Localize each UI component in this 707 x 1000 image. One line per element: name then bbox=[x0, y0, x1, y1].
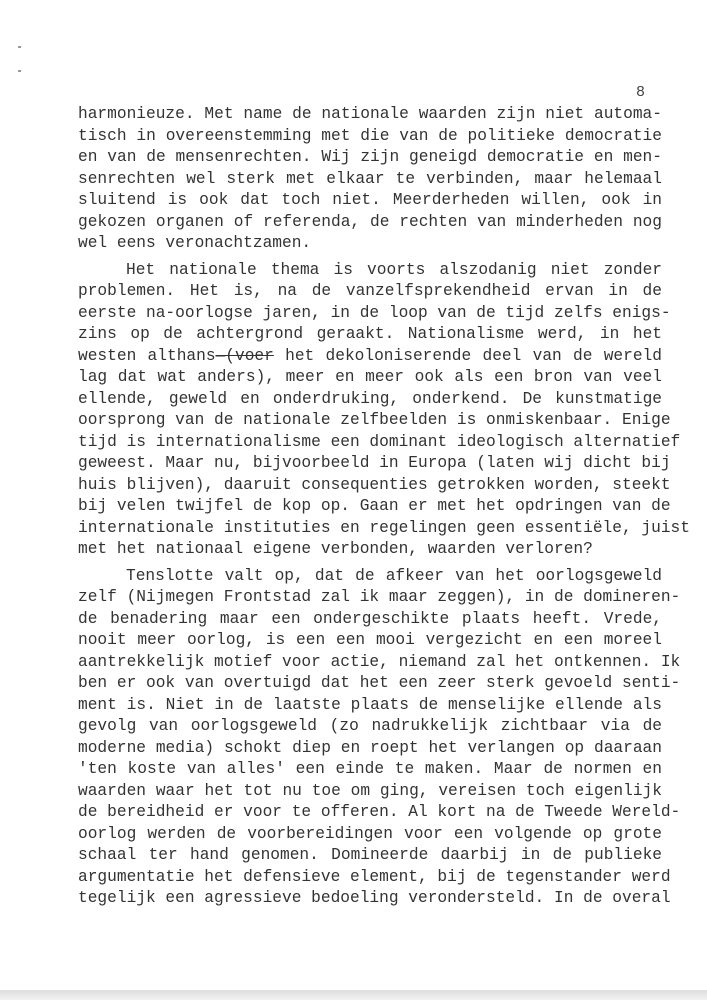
text-line: tijd is internationalisme een dominant ideologisch alternatief bbox=[78, 432, 681, 451]
text-line: senrechten wel sterk met elkaar te verbinden, maar helemaal bbox=[78, 169, 662, 188]
paragraph-first-line: Tenslotte valt op, dat de afkeer van het oorlogsgeweld bbox=[126, 566, 662, 585]
text-line: wel eens veronachtzamen. bbox=[78, 234, 312, 252]
text-line: en van de mensenrechten. Wij zijn geneigd democratie en men- bbox=[78, 148, 662, 166]
text-line: geweest. Maar nu, bijvoorbeeld in Europa (laten wij dicht bij bbox=[78, 454, 671, 472]
text-line: argumentatie het defensieve element, bij de tegenstander werd bbox=[78, 867, 671, 886]
text-line: met het nationaal eigene verbonden, waarden verloren? bbox=[78, 540, 593, 558]
text-line: lag dat wat anders), meer en meer ook als een bron van veel bbox=[78, 368, 662, 386]
text-line: oorsprong van de nationale zelfbeelden is onmiskenbaar. Enige bbox=[78, 411, 671, 429]
text-line: gevolg van oorlogsgeweld (zo nadrukkelijk zichtbaar via de bbox=[78, 717, 662, 735]
text-line: zins op de achtergrond geraakt. Nationalisme werd, in het bbox=[78, 325, 662, 343]
text-line: moderne media) schokt diep en roept het verlangen op daaraan bbox=[78, 738, 662, 757]
text-line: bij velen twijfel de kop op. Gaan er met het opdringen van de bbox=[78, 497, 671, 515]
page-number: 8 bbox=[636, 84, 646, 101]
text-line: ment is. Niet in de laatste plaats de menselijke ellende als bbox=[78, 695, 662, 714]
text-line: schaal ter hand genomen. Domineerde daarbij in de publieke bbox=[78, 846, 662, 864]
page-bottom-edge bbox=[0, 990, 707, 1000]
text-segment: westen althans bbox=[78, 346, 216, 365]
text-line: sluitend is ook dat toch niet. Meerderheden willen, ook in bbox=[78, 191, 662, 209]
text-line: oorlog werden de voorbereidingen voor een volgende op grote bbox=[78, 824, 662, 843]
text-line: tisch in overeenstemming met die van de politieke democratie bbox=[78, 126, 662, 145]
margin-mark bbox=[18, 46, 21, 48]
text-line: waarden waar het tot nu toe om ging, vereisen toch eigenlijk bbox=[78, 781, 662, 800]
text-line: aantrekkelijk motief voor actie, niemand zal het ontkennen. Ik bbox=[78, 652, 681, 671]
margin-mark bbox=[18, 70, 21, 72]
struck-text: —(voer bbox=[215, 346, 274, 365]
paragraph-first-line: Het nationale thema is voorts alszodanig niet zonder bbox=[126, 260, 662, 279]
text-line: tegelijk een agressieve bedoeling verondersteld. In de overal bbox=[78, 889, 671, 907]
text-line: ben er ook van overtuigd dat het een zeer sterk gevoeld senti- bbox=[78, 674, 681, 692]
text-line: de benadering maar een ondergeschikte plaats heeft. Vrede, bbox=[78, 609, 662, 628]
text-line: internationale instituties en regelingen geen essentiële, juist bbox=[78, 518, 690, 537]
text-line: nooit meer oorlog, is een een mooi vergezicht en een moreel bbox=[78, 631, 662, 649]
text-line: ellende, geweld en onderdruking, onderkend. De kunstmatige bbox=[78, 389, 662, 408]
text-line: huis blijven), daaruit consequenties getrokken worden, steekt bbox=[78, 475, 671, 494]
text-line: harmonieuze. Met name de nationale waarden zijn niet automa- bbox=[78, 105, 662, 123]
text-line: gekozen organen of referenda, de rechten van minderheden nog bbox=[78, 212, 662, 231]
text-line: de bereidheid er voor te offeren. Al kort na de Tweede Wereld- bbox=[78, 803, 681, 821]
text-line: zelf (Nijmegen Frontstad zal ik maar zeggen), in de domineren- bbox=[78, 588, 681, 606]
text-line: 'ten koste van alles' een einde te maken. Maar de normen en bbox=[78, 760, 662, 778]
text-line: problemen. Het is, na de vanzelfsprekendheid ervan in de bbox=[78, 282, 662, 300]
text-line bbox=[78, 346, 662, 368]
body-text bbox=[78, 104, 690, 910]
text-segment: het dekoloniserende deel van de wereld bbox=[273, 346, 662, 365]
text-line: eerste na-oorlogse jaren, in de loop van de tijd zelfs enigs- bbox=[78, 303, 671, 322]
